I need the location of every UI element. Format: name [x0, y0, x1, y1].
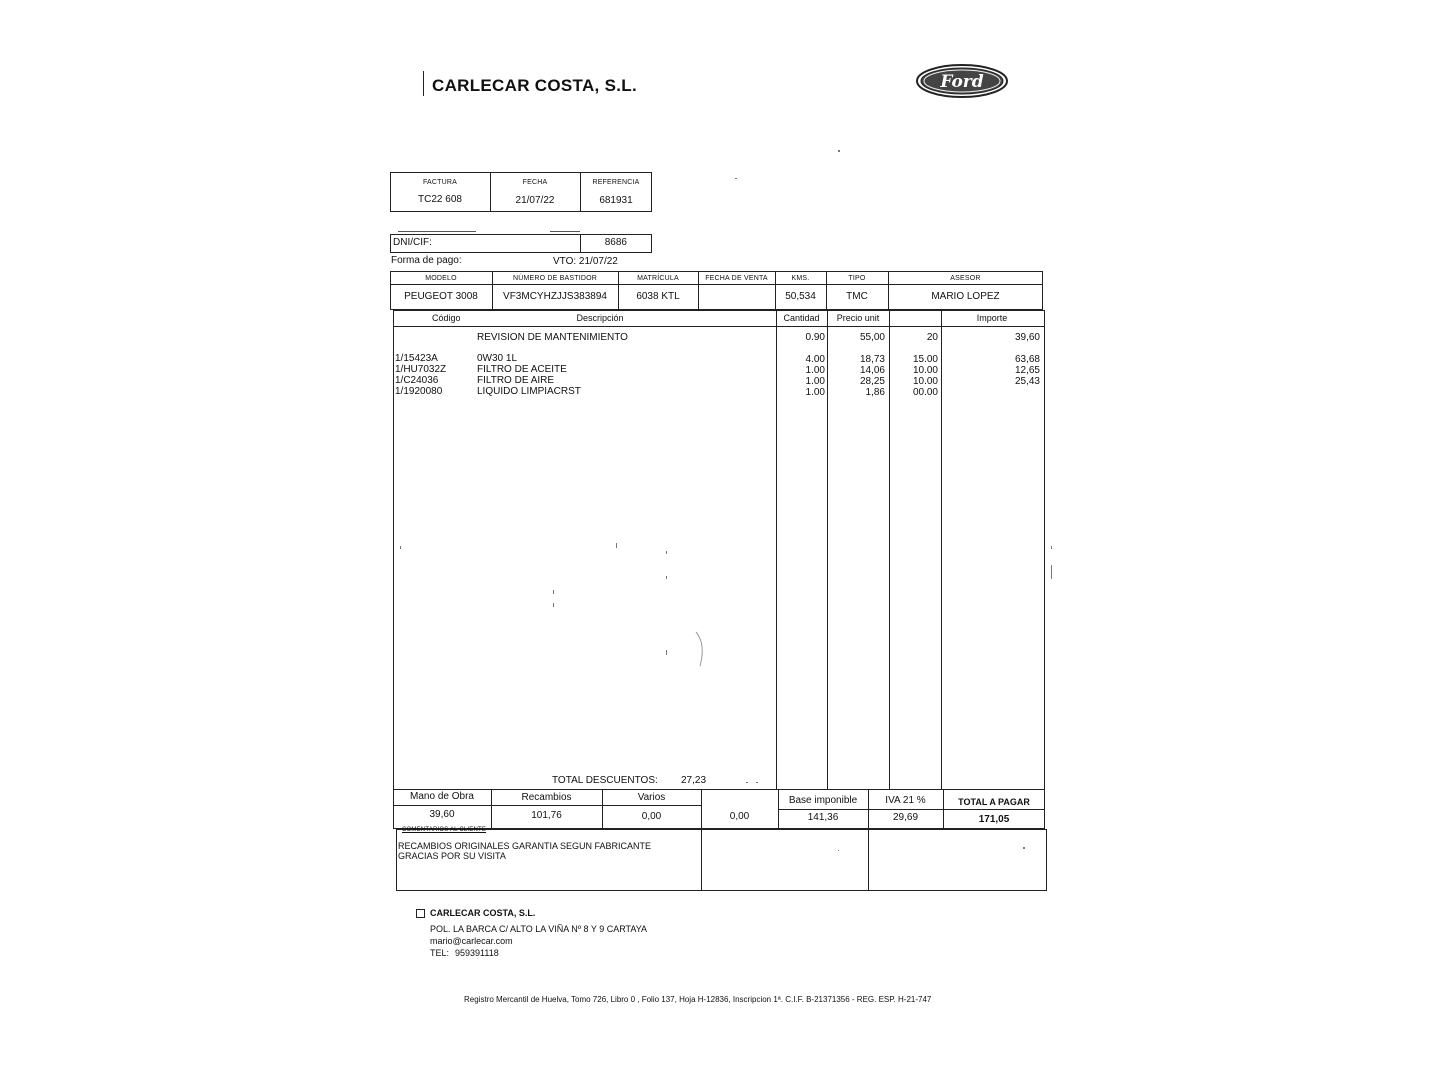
parts-value: 101,76: [531, 810, 562, 821]
item-discount: 00.00: [912, 387, 938, 398]
reference-number: 681931: [599, 195, 633, 206]
vehicle-plate: 6038 KTL: [636, 291, 680, 302]
item-description: 0W30 1L: [477, 353, 518, 364]
invoice-header-box: [390, 172, 652, 212]
payment-label: Forma de pago:: [391, 255, 462, 266]
items-header-code: Código: [432, 313, 461, 323]
header-mark: [423, 71, 424, 96]
vehicle-header-vin: NÚMERO DE BASTIDOR: [512, 275, 598, 282]
vehicle-header-kms: KMS.: [791, 275, 810, 282]
tax-base-value: 141,36: [807, 812, 839, 823]
misc-value: 0,00: [641, 811, 662, 822]
items-header-unit-price: Precio unit: [836, 313, 880, 323]
vehicle-kms: 50,534: [785, 291, 816, 302]
item-unit-price: 18,73: [859, 354, 885, 365]
comments-label: COMENTARIOS AL CLIENTE: [402, 827, 487, 833]
item-code: 1/1920080: [395, 386, 443, 397]
dni-value: 8686: [604, 237, 627, 248]
misc-label: Varios: [637, 792, 666, 803]
footer-tel-label: TEL:: [430, 948, 450, 958]
item-discount: 10.00: [912, 365, 938, 376]
vehicle-header-model: MODELO: [425, 275, 457, 282]
total-discounts-value: 27,23: [681, 775, 707, 786]
vehicle-header-type: TIPO: [848, 275, 866, 282]
company-name: CARLECAR COSTA, S.L.: [432, 76, 637, 95]
payment-vto: VTO: 21/07/22: [553, 256, 618, 267]
scan-mark: [690, 630, 710, 670]
vehicle-type: TMC: [846, 291, 868, 302]
labour-value: 39,60: [429, 809, 455, 820]
item-quantity: 0.90: [805, 332, 825, 343]
items-header-quantity: Cantidad: [783, 313, 820, 323]
item-quantity: 1.00: [805, 365, 825, 376]
vehicle-advisor: MARIO LOPEZ: [931, 291, 1000, 302]
tax-base-label: Base imponible: [788, 795, 858, 806]
date-label: FECHA: [522, 179, 548, 186]
item-unit-price: 1,86: [865, 387, 885, 398]
ford-logo-text: Ford: [940, 72, 984, 92]
dni-label: DNI/CIF:: [393, 237, 432, 248]
item-quantity: 4.00: [805, 354, 825, 365]
items-header-description: Descripción: [576, 313, 624, 323]
item-code: 1/C24036: [395, 375, 439, 386]
comment-line: GRACIAS POR SU VISITA: [398, 851, 506, 861]
invoice-date: 21/07/22: [515, 195, 555, 206]
item-unit-price: 55,00: [859, 332, 885, 343]
vehicle-model: PEUGEOT 3008: [404, 291, 478, 302]
registry-line: Registro Mercantil de Huelva, Tomo 726, Libro 0 , Folio 137, Hoja H-12836, Inscripcion 1ª. C.I.F. B-21371356 - REG. ESP. H-21-747: [464, 995, 932, 1004]
items-header-amount: Importe: [976, 313, 1008, 323]
item-description: FILTRO DE ACEITE: [477, 364, 567, 375]
footer-company: CARLECAR COSTA, S.L.: [430, 908, 536, 918]
item-amount: 39,60: [1014, 332, 1040, 343]
invoice-number: TC22 608: [418, 194, 462, 205]
item-description: REVISION DE MANTENIMIENTO: [477, 332, 628, 343]
labour-label: Mano de Obra: [410, 791, 474, 802]
vehicle-header-sale-date: FECHA DE VENTA: [705, 275, 768, 282]
checkbox-icon: [416, 909, 425, 918]
item-description: LIQUIDO LIMPIACRST: [477, 386, 581, 397]
total-to-pay-value: 171,05: [978, 814, 1010, 825]
item-discount: 20: [926, 332, 938, 343]
vehicle-header-plate: MATRÍCULA: [637, 275, 679, 282]
vehicle-vin: VF3MCYHZJJS383894: [503, 291, 607, 302]
vehicle-header-advisor: ASESOR: [950, 275, 981, 282]
footer-tel-value: 959391118: [455, 948, 499, 958]
item-unit-price: 14,06: [859, 365, 885, 376]
item-quantity: 1.00: [805, 376, 825, 387]
item-quantity: 1.00: [805, 387, 825, 398]
reference-label: REFERENCIA: [592, 179, 640, 186]
item-amount: 25,43: [1014, 376, 1040, 387]
item-discount: 10.00: [912, 376, 938, 387]
parts-label: Recambios: [521, 792, 572, 803]
item-unit-price: 28,25: [859, 376, 885, 387]
item-code: 1/15423A: [395, 353, 438, 364]
item-description: FILTRO DE AIRE: [477, 375, 555, 386]
vat-value: 29,69: [892, 812, 919, 823]
item-code: 1/HU7032Z: [395, 364, 447, 375]
total-discounts-label: TOTAL DESCUENTOS:: [552, 775, 658, 786]
comment-line: RECAMBIOS ORIGINALES GARANTIA SEGUN FABRICANTE: [398, 841, 652, 851]
item-discount: 15.00: [912, 354, 938, 365]
blank-value: 0,00: [729, 811, 750, 822]
footer-address: POL. LA BARCA C/ ALTO LA VIÑA Nº 8 Y 9 CARTAYA: [430, 924, 648, 934]
ford-logo: [915, 63, 1009, 99]
invoice-label: FACTURA: [422, 179, 458, 186]
item-amount: 12,65: [1014, 365, 1040, 376]
item-amount: 63,68: [1014, 354, 1040, 365]
total-to-pay-label: TOTAL A PAGAR: [958, 797, 1030, 807]
vat-label: IVA 21 %: [885, 795, 926, 806]
footer-email: mario@carlecar.com: [430, 936, 513, 946]
